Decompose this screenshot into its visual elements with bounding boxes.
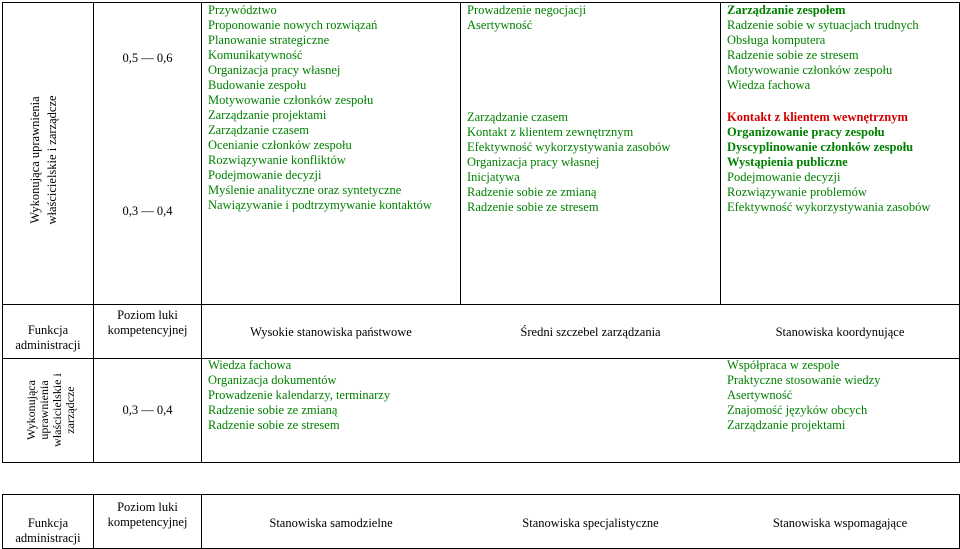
competency-item: Radzenie sobie ze zmianą <box>467 185 597 199</box>
competency-item: Znajomość języków obcych <box>727 403 868 417</box>
competency-item: Podejmowanie decyzji <box>208 168 322 182</box>
competency-item: Radzenie sobie ze stresem <box>467 200 599 214</box>
competency-list-coord-top <box>727 3 919 93</box>
competency-item: Obsługa komputera <box>727 33 826 47</box>
competency-item: Radzenie sobie ze stresem <box>727 48 859 62</box>
competency-item: Wiedza fachowa <box>727 78 811 92</box>
competency-item: Zarządzanie czasem <box>208 123 309 137</box>
competency-item: Komunikatywność <box>208 48 303 62</box>
competency-item: Prowadzenie kalendarzy, terminarzy <box>208 388 391 402</box>
competency-item: Organizacja pracy własnej <box>467 155 600 169</box>
competency-item: Motywowanie członków zespołu <box>727 63 893 77</box>
header-col-support: Stanowiska wspomagające <box>772 516 908 530</box>
competency-list-high <box>208 3 432 213</box>
competency-item: Organizacja pracy własnej <box>208 63 341 77</box>
competency-item: Ocenianie członków zespołu <box>208 138 352 152</box>
competency-list-high-middle <box>208 358 390 433</box>
competency-item: Asertywność <box>727 388 793 402</box>
competency-item: Motywowanie członków zespołu <box>208 93 374 107</box>
competency-item: Efektywność wykorzystywania zasobów <box>467 140 671 154</box>
competency-item: Nawiązywanie i podtrzymywanie kontaktów <box>208 198 432 212</box>
competency-item: Organizowanie pracy zespołu <box>727 125 885 139</box>
competency-list-mid-bottom <box>467 110 670 215</box>
row-label-top: Wykonująca uprawnienia właścicielskie i zarządcze <box>28 95 59 225</box>
competency-item: Radzenie sobie ze zmianą <box>208 403 338 417</box>
competency-item: Przywództwo <box>208 3 277 17</box>
competency-item: Rozwiązywanie konfliktów <box>208 153 346 167</box>
header-col-independent: Stanowiska samodzielne <box>269 516 393 530</box>
header-poziom-2: Poziom luki kompetencyjnej <box>107 500 188 529</box>
competency-item: Asertywność <box>467 18 533 32</box>
level-value-middle: 0,3 — 0,4 <box>122 403 173 417</box>
competency-item: Zarządzanie projektami <box>208 108 327 122</box>
competency-item: Zarządzanie czasem <box>467 110 568 124</box>
competency-item: Radzenie sobie w sytuacjach trudnych <box>727 18 919 32</box>
competency-item: Wiedza fachowa <box>208 358 292 372</box>
header-funkcja: Funkcja administracji <box>15 323 81 352</box>
competency-item: Inicjatywa <box>467 170 520 184</box>
competency-item: Proponowanie nowych rozwiązań <box>208 18 378 32</box>
competency-item: Efektywność wykorzystywania zasobów <box>727 200 931 214</box>
competency-item: Współpraca w zespole <box>727 358 840 372</box>
competency-item: Wystąpienia publiczne <box>727 155 848 169</box>
competency-item: Podejmowanie decyzji <box>727 170 841 184</box>
competency-item: Prowadzenie negocjacji <box>467 3 587 17</box>
header-col-specialist: Stanowiska specjalistyczne <box>522 516 659 530</box>
competency-item: Organizacja dokumentów <box>208 373 337 387</box>
competency-item: Budowanie zespołu <box>208 78 307 92</box>
competency-list-mid-top <box>467 3 586 33</box>
header-col-high: Wysokie stanowiska państwowe <box>250 325 412 339</box>
row-label-middle: Wykonująca uprawnienia właścicielskie i zarządcze <box>24 373 77 447</box>
competency-item: Zarządzanie zespołem <box>727 3 846 17</box>
competency-list-coord-bottom <box>727 110 930 215</box>
competency-item: Dyscyplinowanie członków zespołu <box>727 140 914 154</box>
competency-item: Myślenie analityczne oraz syntetyczne <box>208 183 402 197</box>
competency-item: Praktyczne stosowanie wiedzy <box>727 373 881 387</box>
level-value-a: 0,5 — 0,6 <box>122 51 173 65</box>
level-value-b: 0,3 — 0,4 <box>122 204 173 218</box>
competency-item: Kontakt z klientem wewnętrznym <box>727 110 908 124</box>
competency-item: Planowanie strategiczne <box>208 33 330 47</box>
header-poziom: Poziom luki kompetencyjnej <box>107 308 188 337</box>
competency-item: Kontakt z klientem zewnętrznym <box>467 125 634 139</box>
competency-item: Zarządzanie projektami <box>727 418 846 432</box>
header-col-mid: Średni szczebel zarządzania <box>520 325 661 339</box>
competency-item: Rozwiązywanie problemów <box>727 185 867 199</box>
header-funkcja-2: Funkcja administracji <box>15 516 81 545</box>
header-col-coord: Stanowiska koordynujące <box>775 325 905 339</box>
competency-item: Radzenie sobie ze stresem <box>208 418 340 432</box>
competency-list-coord-middle <box>727 358 880 433</box>
